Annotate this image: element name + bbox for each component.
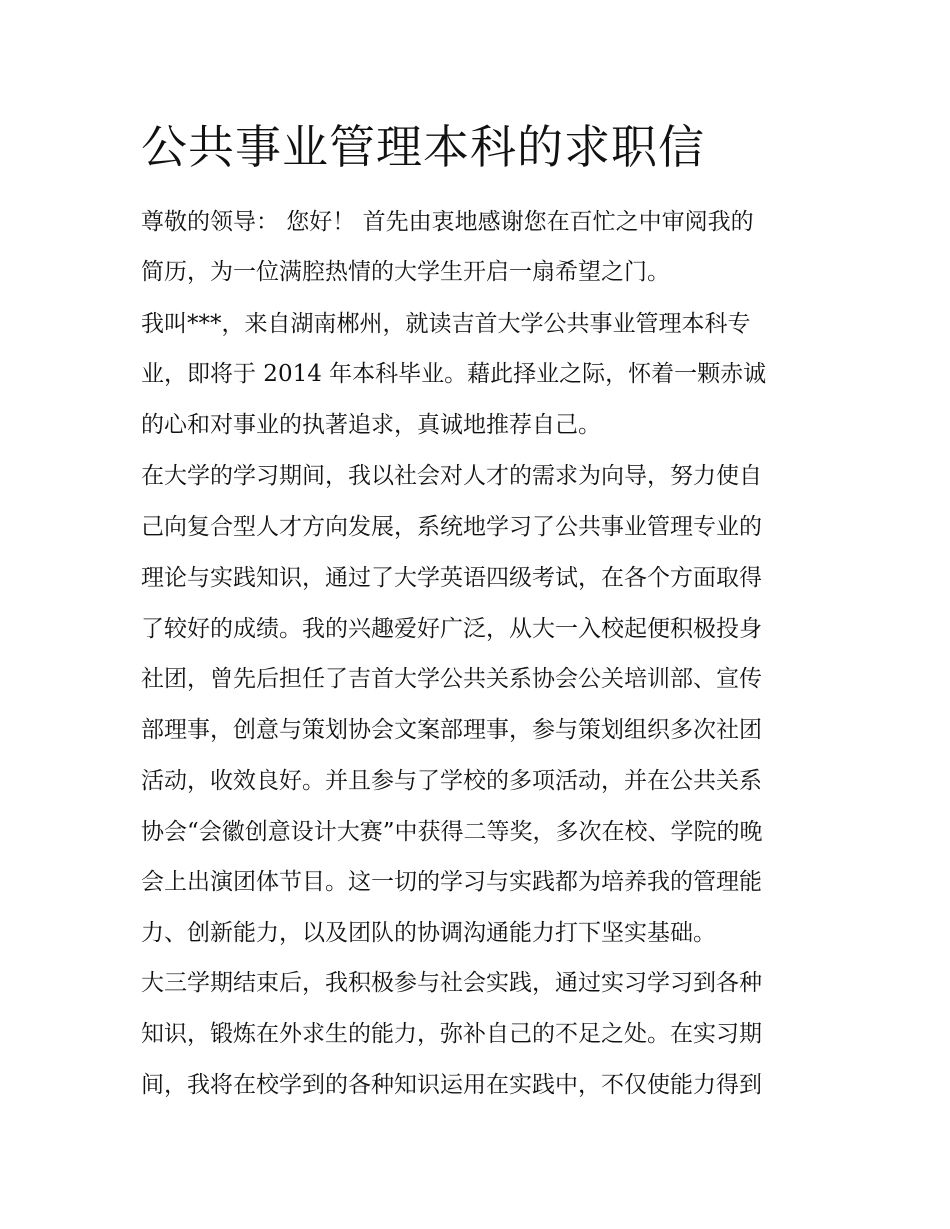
body-line: 大三学期结束后，我积极参与社会实践，通过实习学习到各种 (141, 970, 762, 996)
document-title: 公共事业管理本科的求职信 (141, 120, 705, 174)
body-line: 的心和对事业的执著追求，真诚地推荐自己。 (141, 412, 601, 438)
body-line: 知识，锻炼在外求生的能力，弥补自己的不足之处。在实习期 (141, 1021, 762, 1047)
body-line: 间，我将在校学到的各种知识运用在实践中，不仅使能力得到 (141, 1072, 762, 1098)
body-line: 简历，为一位满腔热情的大学生开启一扇希望之门。 (141, 259, 670, 285)
body-line: 社团，曾先后担任了吉首大学公共关系协会公关培训部、宣传 (141, 666, 762, 692)
body-line: 理论与实践知识，通过了大学英语四级考试，在各个方面取得 (141, 565, 762, 591)
body-line: 活动，收效良好。并且参与了学校的多项活动，并在公共关系 (141, 768, 762, 794)
body-line: 尊敬的领导： 您好！ 首先由衷地感谢您在百忙之中审阅我的 (141, 209, 754, 235)
body-line: 业，即将于 2014 年本科毕业。藉此择业之际，怀着一颗赤诚 (141, 361, 767, 387)
body-line: 在大学的学习期间，我以社会对人才的需求为向导，努力使自 (141, 463, 762, 489)
body-line: 我叫***，来自湖南郴州，就读吉首大学公共事业管理本科专 (141, 311, 751, 337)
body-line: 部理事，创意与策划协会文案部理事，参与策划组织多次社团 (141, 717, 762, 743)
body-line: 会上出演团体节目。这一切的学习与实践都为培养我的管理能 (141, 869, 762, 895)
body-line: 力、创新能力，以及团队的协调沟通能力打下坚实基础。 (141, 920, 716, 946)
body-line: 了较好的成绩。我的兴趣爱好广泛，从大一入校起便积极投身 (141, 616, 762, 642)
body-line: 己向复合型人才方向发展，系统地学习了公共事业管理专业的 (141, 514, 762, 540)
body-line: 协会“会徽创意设计大赛”中获得二等奖，多次在校、学院的晚 (141, 819, 763, 845)
